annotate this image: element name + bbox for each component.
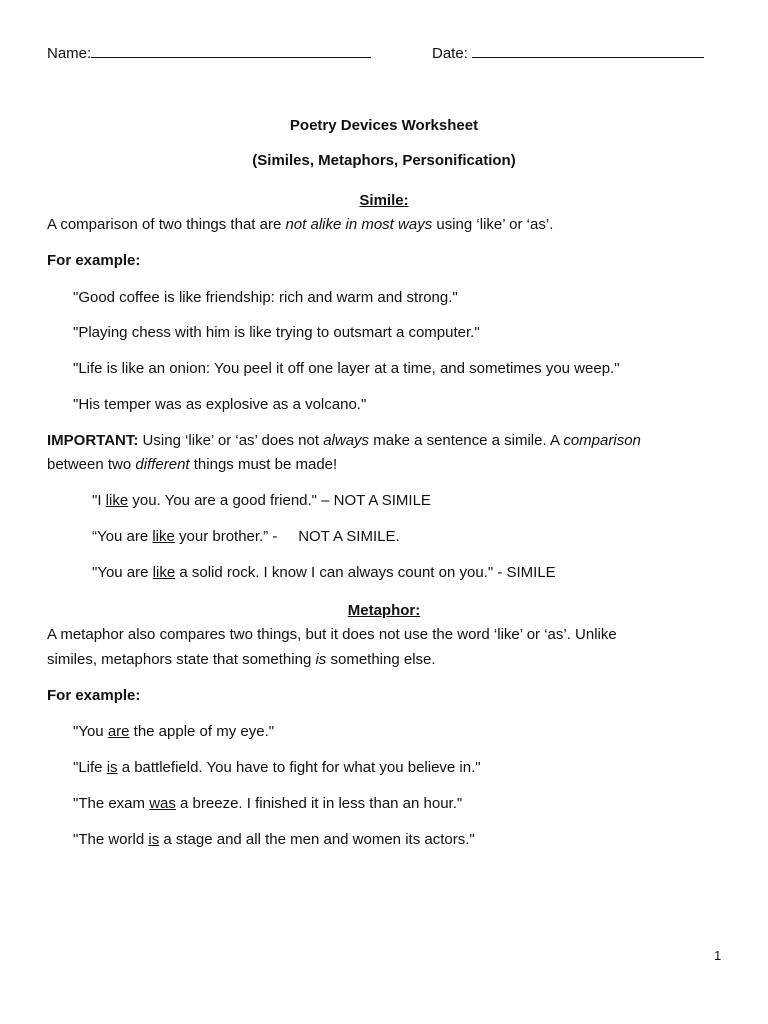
metaphor-def-italic: is xyxy=(315,651,327,668)
simile-example: "Playing chess with him is like trying to outsmart a computer." xyxy=(73,324,480,341)
example-text: the apple of my eye." xyxy=(129,723,275,740)
important-text: things must be made! xyxy=(189,456,338,473)
example-text: "I xyxy=(92,492,106,509)
important-text: make a sentence a simile. A xyxy=(369,432,564,449)
example-text: "The world xyxy=(73,831,149,848)
important-italic: different xyxy=(135,456,190,473)
example-text: a breeze. I finished it in less than an hour." xyxy=(175,795,463,812)
metaphor-definition-line1: A metaphor also compares two things, but it does not use the word ‘like’ or ‘as’. Unlike xyxy=(47,626,617,643)
example-underlined-word: are xyxy=(107,723,130,740)
metaphor-example xyxy=(73,723,274,740)
name-field-row xyxy=(47,45,371,62)
important-note-line2 xyxy=(47,456,337,473)
date-label: Date: xyxy=(432,45,468,62)
example-text: "Life xyxy=(73,759,107,776)
name-label: Name: xyxy=(47,45,92,62)
example-text: your brother.” - NOT A SIMILE. xyxy=(174,528,400,545)
simile-example: "Good coffee is like friendship: rich and warm and strong." xyxy=(73,289,458,306)
example-underlined-word: was xyxy=(149,795,176,812)
metaphor-example xyxy=(73,795,462,812)
important-italic: always xyxy=(323,432,370,449)
example-text: "You are xyxy=(92,564,153,581)
example-text: "You xyxy=(73,723,108,740)
simile-def-italic: not alike in most ways xyxy=(285,216,433,233)
metaphor-def-text: something else. xyxy=(326,651,436,668)
non-simile-example xyxy=(92,528,400,545)
simile-example: "Life is like an onion: You peel it off one layer at a time, and sometimes you weep." xyxy=(73,360,620,377)
simile-heading: Simile: xyxy=(359,192,409,209)
example-underlined-word: like xyxy=(152,528,175,545)
non-simile-example xyxy=(92,492,431,509)
simile-def-text: A comparison of two things that are xyxy=(47,216,286,233)
example-underlined-word: like xyxy=(105,492,129,509)
important-label: IMPORTANT: xyxy=(47,432,139,449)
name-blank-line xyxy=(91,57,371,58)
simile-def-end: using ‘like’ or ‘as’. xyxy=(432,216,554,233)
example-underlined-word: is xyxy=(148,831,160,848)
date-field-row xyxy=(432,45,704,62)
example-underlined-word: like xyxy=(152,564,176,581)
metaphor-example xyxy=(73,759,481,776)
page-number: 1 xyxy=(714,948,722,963)
example-underlined-word: is xyxy=(106,759,118,776)
example-text: a battlefield. You have to fight for what you believe in." xyxy=(117,759,481,776)
metaphor-definition-line2 xyxy=(47,651,436,668)
simile-example: "His temper was as explosive as a volcano." xyxy=(73,396,367,413)
example-text: a solid rock. I know I can always count on you." - SIMILE xyxy=(175,564,556,581)
example-text: you. You are a good friend." – NOT A SIMILE xyxy=(128,492,431,509)
metaphor-example xyxy=(73,831,475,848)
example-text: "The exam xyxy=(73,795,150,812)
important-note-line1 xyxy=(47,432,641,449)
metaphor-def-text: similes, metaphors state that something xyxy=(47,651,316,668)
simile-example-label: For example: xyxy=(47,252,141,269)
worksheet-title: Poetry Devices Worksheet xyxy=(289,117,479,134)
important-italic: comparison xyxy=(563,432,641,449)
example-text: a stage and all the men and women its actors." xyxy=(159,831,475,848)
metaphor-heading: Metaphor: xyxy=(347,602,421,619)
worksheet-subtitle: (Similes, Metaphors, Personification) xyxy=(252,152,516,169)
example-text: “You are xyxy=(92,528,153,545)
simile-definition xyxy=(47,216,553,233)
simile-classified-example xyxy=(92,564,556,581)
metaphor-example-label: For example: xyxy=(47,687,141,704)
date-blank-line xyxy=(472,57,704,58)
important-text: between two xyxy=(47,456,136,473)
important-text: Using ‘like’ or ‘as’ does not xyxy=(138,432,324,449)
